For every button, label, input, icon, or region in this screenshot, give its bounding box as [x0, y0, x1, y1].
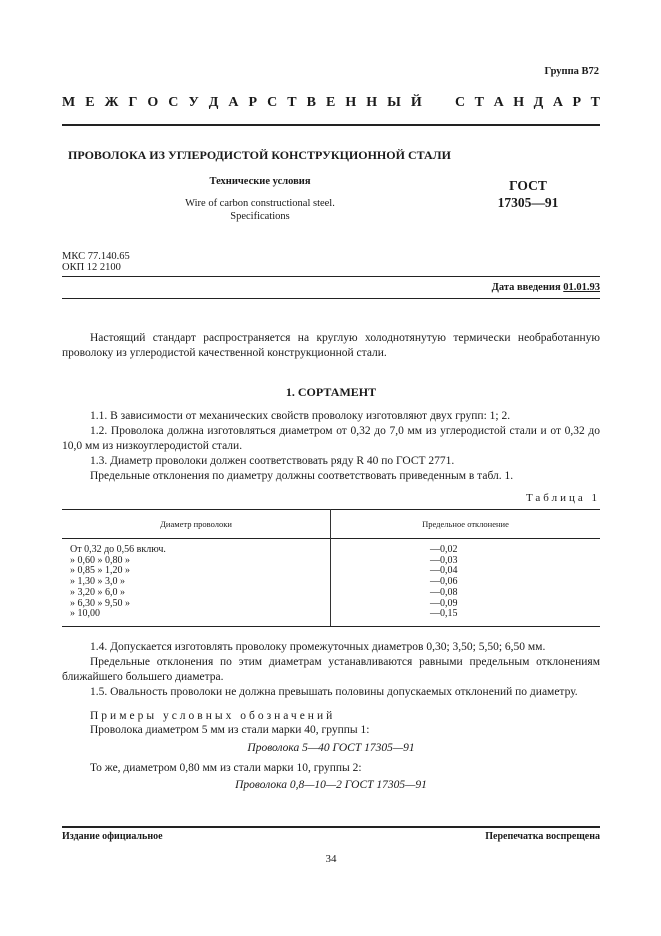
banner-letter: А: [228, 95, 239, 110]
banner-letter: Г: [128, 95, 138, 110]
banner-letter: Й: [410, 95, 422, 110]
codes-rule: [62, 276, 600, 277]
classification-codes: [62, 251, 130, 273]
table-cell-diameter: » 0,60 » 0,80 »: [70, 554, 130, 566]
table-header-diameter: Диаметр проволоки: [160, 519, 232, 529]
standard-banner: [62, 95, 600, 111]
document-subtitle: Технические условия: [209, 176, 311, 187]
table-cell-deviation: —0,15: [430, 608, 458, 620]
table-cell-diameter: » 3,20 » 6,0 »: [70, 586, 125, 598]
banner-letter: Ж: [104, 95, 119, 110]
banner-letter: М: [62, 95, 76, 110]
banner-letter: С: [455, 95, 466, 110]
english-title-line-1: Wire of carbon constructional steel.: [185, 198, 335, 209]
banner-word-standard: [455, 95, 600, 111]
banner-letter: А: [493, 95, 504, 110]
banner-letter: Н: [366, 95, 378, 110]
table-top-rule: [62, 509, 600, 510]
table-cell-diameter: » 0,85 » 1,20 »: [70, 565, 130, 577]
table-deviation-column: [430, 545, 510, 620]
okp-code: ОКП 12 2100: [62, 262, 121, 273]
date-rule: [62, 298, 600, 299]
gost-label: ГОСТ: [509, 178, 547, 193]
clause-1-4: 1.4. Допускается изготовлять проволоку промежуточных диаметров 0,30; 3,50; 5,50; 6,50 мм.: [90, 641, 546, 653]
banner-letter: Р: [572, 95, 582, 110]
effective-date: [380, 282, 600, 293]
banner-letter: С: [168, 95, 179, 110]
table-cell-deviation: —0,04: [430, 565, 458, 577]
clause-1-3-deviations: Предельные отклонения по диаметру должны соответствовать приведенным в табл. 1.: [90, 470, 514, 482]
table-diameter-column: [70, 545, 320, 620]
table-cell-deviation: —0,02: [430, 544, 458, 555]
footer-official-edition: Издание официальное: [62, 831, 163, 842]
clause-1-1: 1.1. В зависимости от механических свойств проволоку изготовляют двух групп: 1; 2.: [90, 410, 511, 422]
table-cell-diameter: » 10,00: [70, 608, 100, 620]
banner-letter: Н: [345, 95, 357, 110]
table-header-deviation: Предельное отклонение: [422, 519, 509, 529]
document-title: ПРОВОЛОКА ИЗ УГЛЕРОДИСТОЙ КОНСТРУКЦИОННОЙ СТАЛИ: [68, 148, 451, 162]
table-caption: Таблица 1: [525, 492, 600, 504]
section-heading: 1. СОРТАМЕНТ: [285, 385, 377, 399]
banner-letter: А: [552, 95, 563, 110]
example-2-designation: Проволока 0,8—10—2 ГОСТ 17305—91: [235, 779, 427, 791]
page-number: 34: [325, 853, 337, 865]
banner-letter: Д: [208, 95, 219, 110]
banner-letter: Р: [248, 95, 258, 110]
gost-number: [478, 177, 578, 211]
table-cell-deviation: —0,06: [430, 576, 458, 588]
banner-letter: О: [147, 95, 159, 110]
date-value: 01.01.93: [563, 282, 600, 293]
example-1-designation: Проволока 5—40 ГОСТ 17305—91: [247, 742, 415, 754]
clause-1-3: 1.3. Диаметр проволоки должен соответствовать ряду R 40 по ГОСТ 2771.: [90, 455, 455, 467]
intro-paragraph: Настоящий стандарт распространяется на круглую холоднотянутую термически необработанную проволоку из углеродистой качественной конструкционной стали.: [62, 332, 600, 359]
english-title: [160, 197, 360, 223]
clause-1-4-deviations: Предельные отклонения по этим диаметрам устанавливаются равными предельным отклонениям ближайшего большего диаметра.: [62, 656, 600, 683]
banner-letter: Ы: [387, 95, 401, 110]
table-cell-deviation: —0,09: [430, 597, 458, 609]
table-cell-deviation: —0,08: [430, 586, 458, 598]
banner-letter: Н: [513, 95, 525, 110]
banner-letter: У: [188, 95, 199, 110]
table-bottom-rule: [62, 626, 600, 627]
table-header-rule: [62, 538, 600, 539]
banner-letter: С: [267, 95, 278, 110]
example-2-text: То же, диаметром 0,80 мм из стали марки 10, группы 2:: [90, 762, 362, 774]
table-column-divider: [330, 509, 331, 626]
example-1-text: Проволока диаметром 5 мм из стали марки 40, группы 1:: [90, 724, 370, 736]
english-title-line-2: Specifications: [230, 211, 290, 222]
clause-1-2: 1.2. Проволока должна изготовляться диаметром от 0,32 до 7,0 мм из углеродистой стали и от 0,32 до 10,0 мм из низкоуглеродистой стали.: [62, 425, 600, 452]
banner-word-interstate: [62, 95, 422, 111]
banner-letter: В: [306, 95, 316, 110]
banner-letter: Е: [85, 95, 95, 110]
group-code: Группа В72: [544, 66, 599, 77]
table-cell-diameter: » 1,30 » 3,0 »: [70, 576, 125, 588]
gost-code: 17305—91: [497, 195, 559, 210]
banner-letter: Т: [287, 95, 297, 110]
examples-heading: Примеры условных обозначений: [90, 710, 336, 722]
header-rule: [62, 124, 600, 126]
footer-reprint-notice: Перепечатка воспрещена: [485, 831, 600, 842]
banner-letter: Т: [474, 95, 485, 110]
table-cell-deviation: —0,03: [430, 554, 458, 566]
footer-rule: [62, 826, 600, 828]
table-cell-diameter: » 6,30 » 9,50 »: [70, 597, 130, 609]
banner-letter: Т: [590, 95, 600, 110]
banner-letter: Д: [533, 95, 544, 110]
table-cell-diameter: От 0,32 до 0,56 включ.: [70, 544, 166, 555]
clause-1-5: 1.5. Овальность проволоки не должна превышать половины допускаемых отклонений по диаметру.: [90, 686, 578, 698]
date-label: Дата введения: [491, 282, 561, 293]
mks-code: МКС 77.140.65: [62, 251, 130, 262]
banner-letter: Е: [325, 95, 336, 110]
